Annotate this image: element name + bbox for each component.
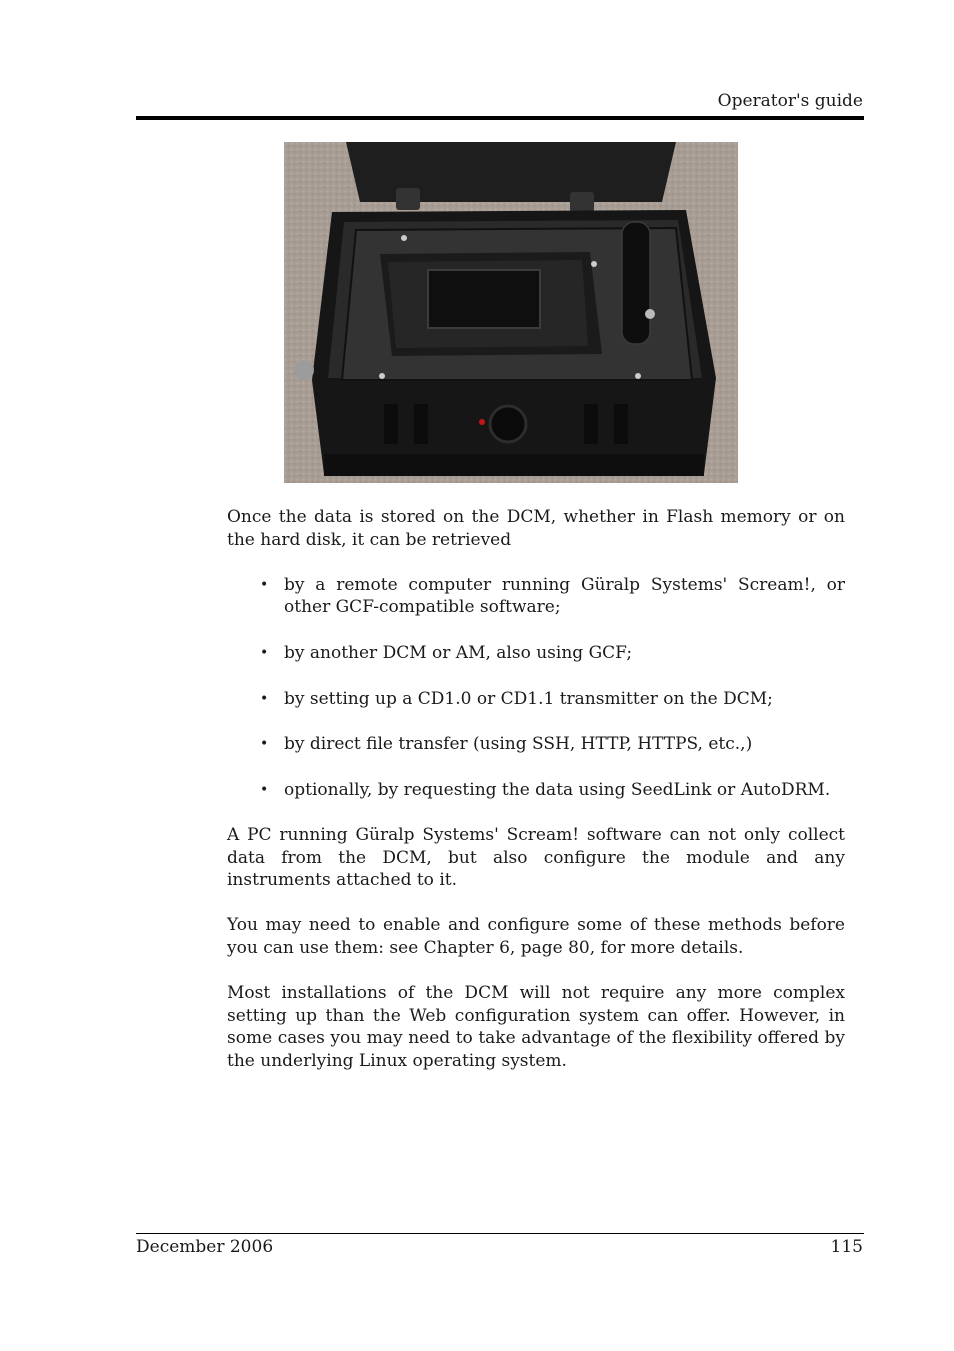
list-item-text: optionally, by requesting the data using SeedLink or AutoDRM.: [284, 779, 831, 800]
bullet-icon: •: [260, 690, 269, 707]
footer-rule: [136, 1233, 864, 1234]
list-item: [227, 642, 845, 665]
bullet-icon: •: [260, 644, 269, 661]
list-item: [227, 574, 845, 619]
list-item-text: by setting up a CD1.0 or CD1.1 transmitter on the DCM;: [284, 688, 773, 709]
running-header: Operator's guide: [717, 91, 863, 111]
list-item: [227, 688, 845, 711]
list-item-text: by a remote computer running Güralp Systems' Scream!, or other GCF-compatible software;: [284, 574, 845, 618]
configure-paragraph: You may need to enable and configure some of these methods before you can use them: see Chapter 6, page 80, for more details.: [227, 915, 845, 958]
linux-paragraph: Most installations of the DCM will not require any more complex setting up than the Web configuration system can offer. However, in some cases you may need to take advantage of the flexibility offered by the underlying Linux operating system.: [227, 983, 845, 1071]
list-item-text: by another DCM or AM, also using GCF;: [284, 642, 633, 663]
header-rule: [136, 116, 864, 120]
body-text: [227, 506, 845, 1095]
list-item-text: by direct file transfer (using SSH, HTTP, HTTPS, etc.,): [284, 734, 753, 755]
list-item: [227, 733, 845, 756]
bullet-icon: •: [260, 736, 269, 753]
scream-paragraph: A PC running Güralp Systems' Scream! software can not only collect data from the DCM, but also configure the module and any instruments attached to it.: [227, 824, 845, 891]
list-item: [227, 779, 845, 802]
dcm-case-photo-icon: [284, 142, 738, 483]
retrieval-method-list: [227, 574, 845, 802]
dcm-case-photo: [284, 142, 738, 483]
page-number: 115: [830, 1237, 863, 1257]
bullet-icon: •: [260, 781, 269, 798]
footer-date: December 2006: [136, 1237, 274, 1257]
intro-paragraph: Once the data is stored on the DCM, whether in Flash memory or on the hard disk, it can be retrieved: [227, 507, 845, 550]
bullet-icon: •: [260, 576, 269, 593]
